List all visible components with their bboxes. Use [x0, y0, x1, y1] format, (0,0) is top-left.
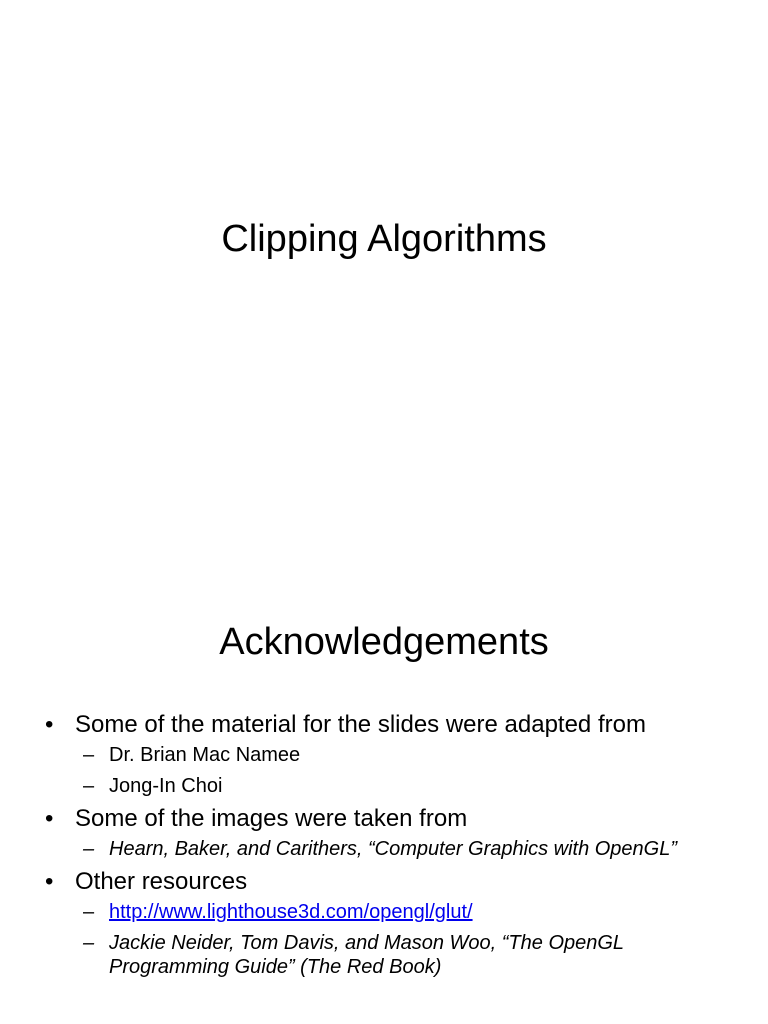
- slide-title: Acknowledgements: [219, 621, 549, 663]
- slide-content: [45, 711, 735, 986]
- sub-list: [45, 837, 735, 861]
- slide-title: Clipping Algorithms: [221, 218, 547, 260]
- resource-link[interactable]: http://www.lighthouse3d.com/opengl/glut/: [109, 901, 473, 923]
- acknowledgements-slide: [0, 512, 768, 1024]
- bullet-item: • Some of the images were taken from: [45, 805, 735, 833]
- sub-item: – Jong-In Choi: [45, 774, 735, 798]
- bullet-item: • Other resources: [45, 868, 735, 896]
- bullet-item: • Some of the material for the slides were adapted from: [45, 711, 735, 739]
- sub-item: – Hearn, Baker, and Carithers, “Computer Graphics with OpenGL”: [45, 837, 735, 861]
- sub-item: [45, 900, 735, 924]
- sub-item: – Dr. Brian Mac Namee: [45, 743, 735, 767]
- sub-item: – Jackie Neider, Tom Davis, and Mason Woo, “The OpenGL Programming Guide” (The Red Book): [45, 931, 735, 979]
- sub-list: [45, 900, 735, 979]
- sub-list: [45, 743, 735, 798]
